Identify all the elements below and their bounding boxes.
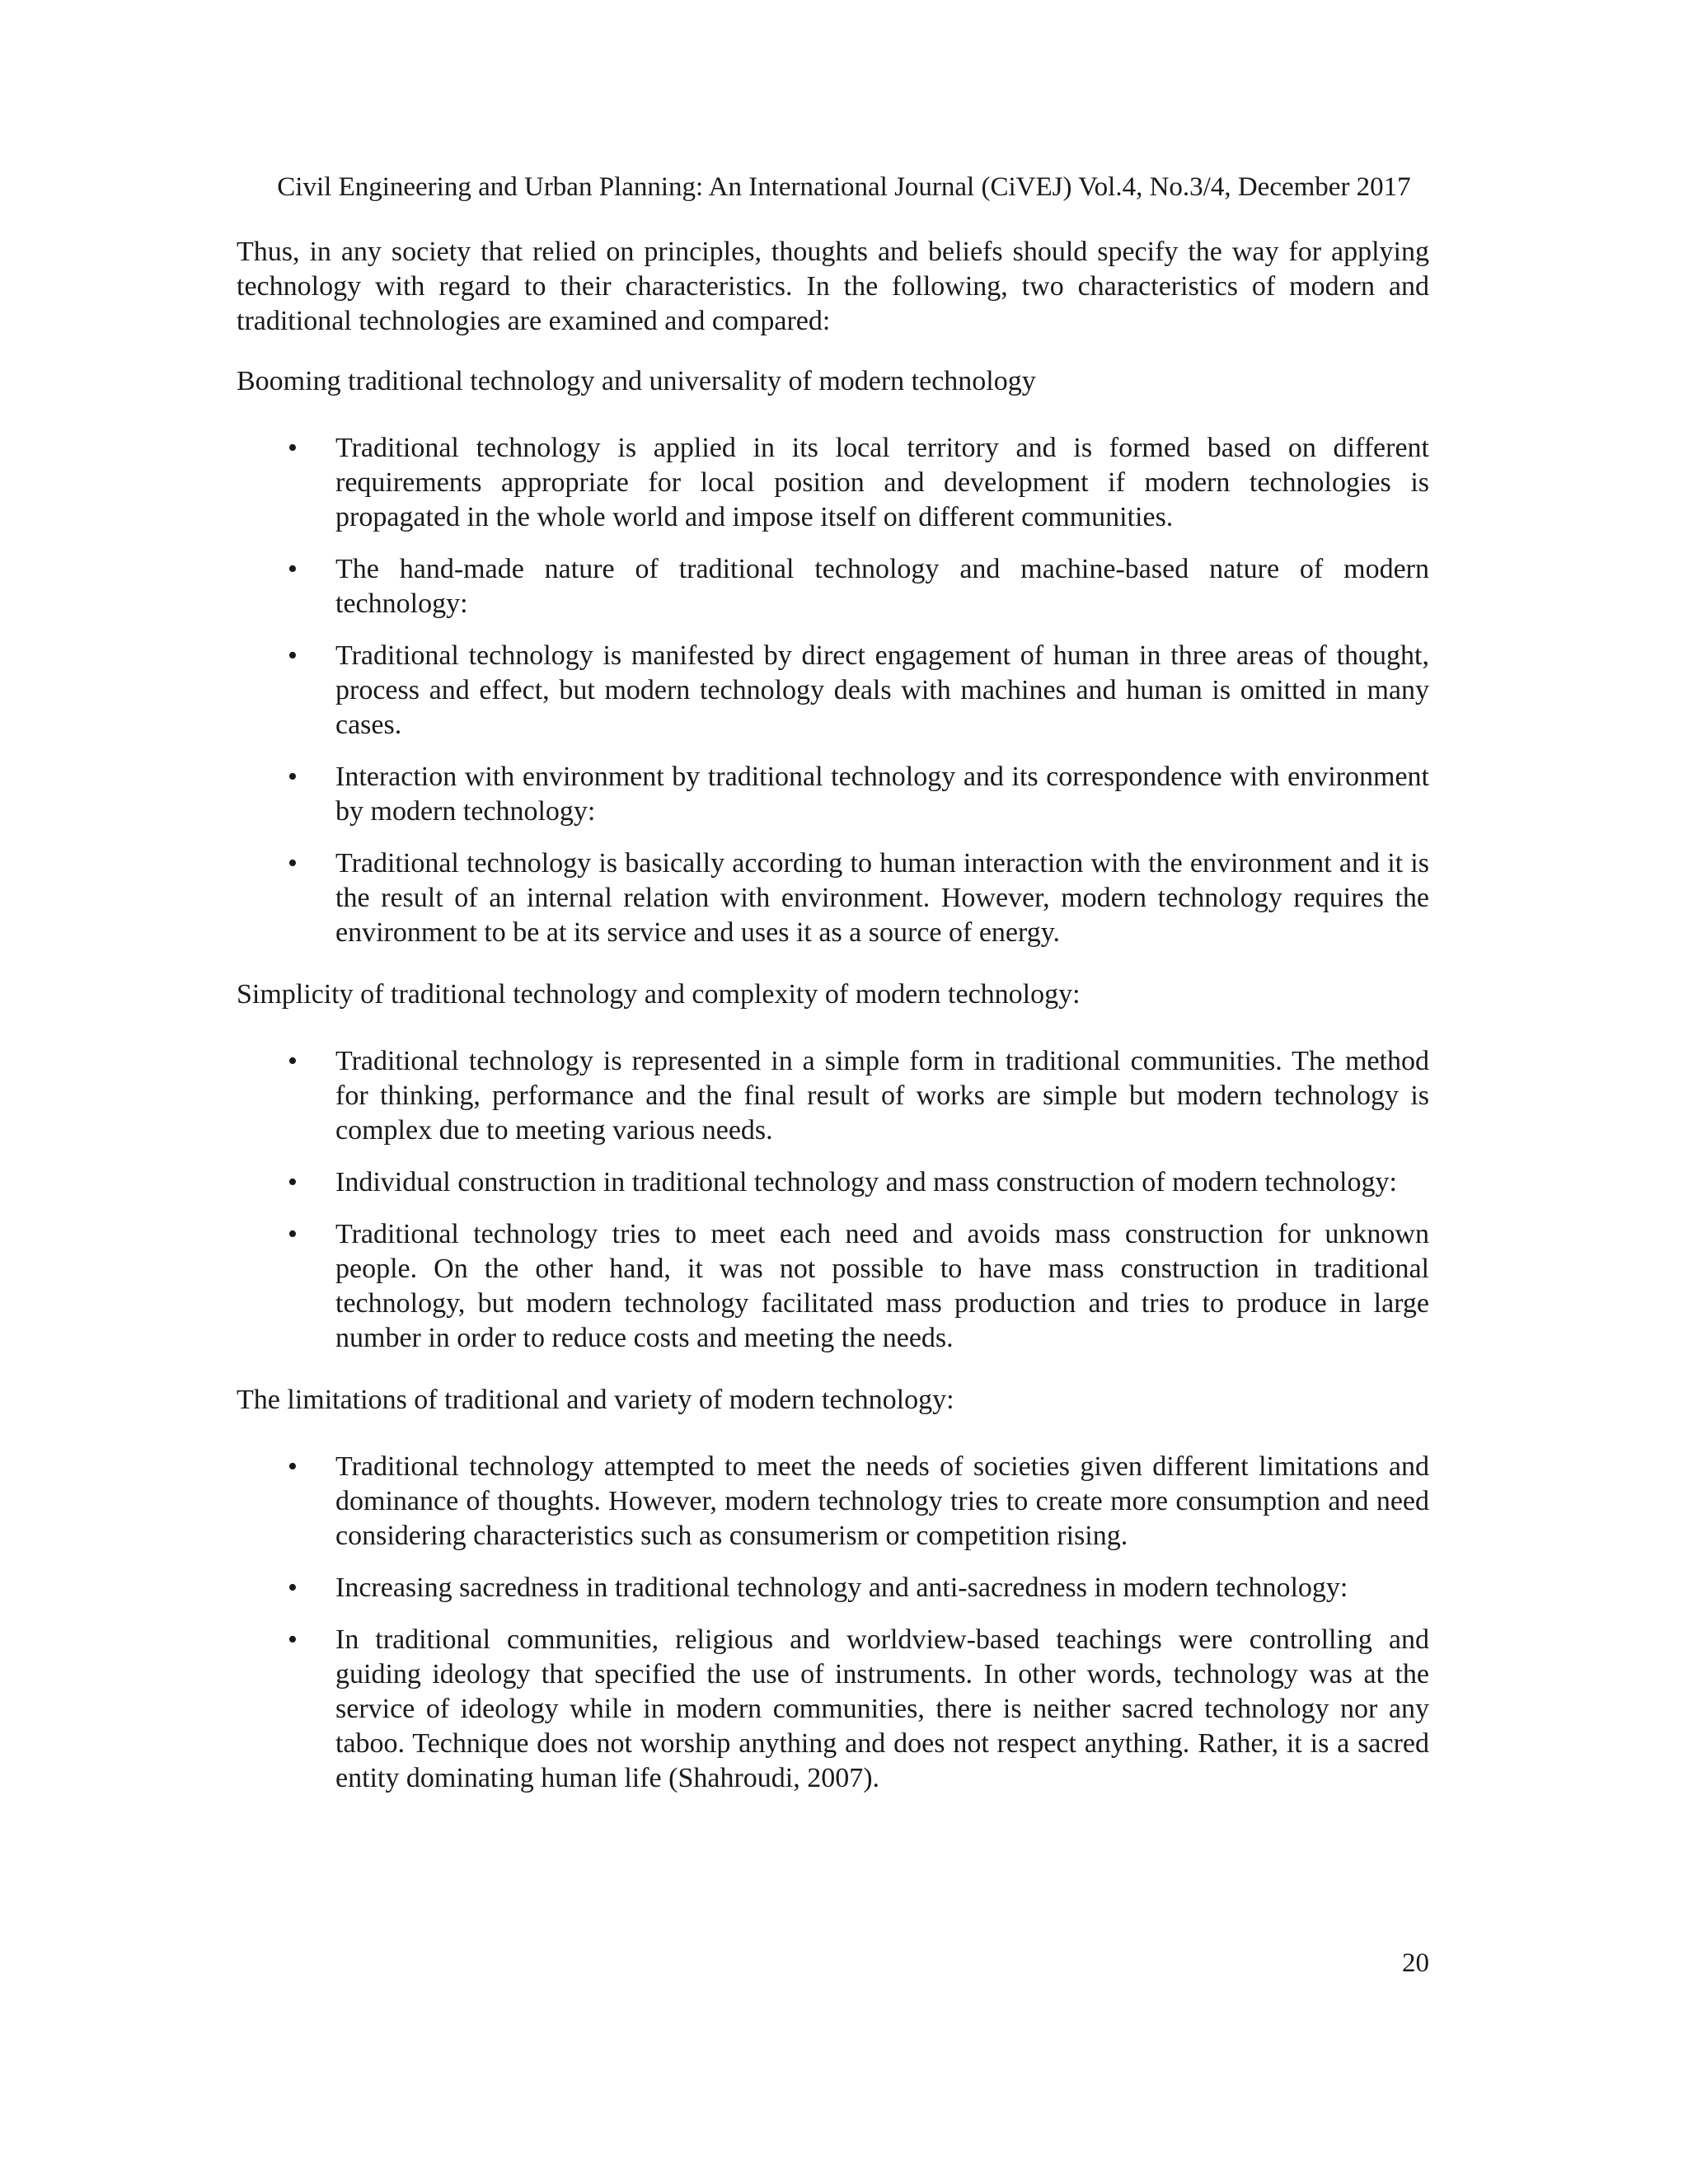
list-item [237, 552, 1429, 621]
bullet-list-booming [237, 431, 1429, 950]
list-item-text: Individual construction in traditional technology and mass construction of modern technology: [335, 1167, 1397, 1197]
section-heading-booming: Booming traditional technology and universality of modern technology [237, 366, 1036, 396]
bullet-icon: • [288, 1219, 298, 1249]
list-item-text: The hand-made nature of traditional technology and machine-based nature of modern technology: [335, 554, 1429, 619]
bullet-icon: • [288, 848, 298, 879]
bullet-icon: • [288, 1572, 298, 1603]
bullet-list-limitations [237, 1450, 1429, 1796]
list-item [237, 1217, 1429, 1356]
list-item [237, 760, 1429, 829]
list-item-text: Traditional technology tries to meet each need and avoids mass construction for unknown people. On the other hand, it was not possible to have mass construction in traditional technology, but modern technology facilitated mass production and tries to produce in large number in order to reduce costs and meeting the needs. [335, 1219, 1429, 1353]
bullet-icon: • [288, 1167, 298, 1197]
bullet-icon: • [288, 1046, 298, 1076]
bullet-list-simplicity [237, 1044, 1429, 1356]
list-item-text: Traditional technology is manifested by direct engagement of human in three areas of thought, process and effect, but modern technology deals with machines and human is omitted in many cases. [335, 640, 1429, 740]
bullet-icon: • [288, 762, 298, 792]
list-item [237, 1623, 1429, 1796]
bullet-icon: • [288, 433, 298, 463]
list-item-text: In traditional communities, religious and worldview-based teachings were controlling and guiding ideology that specified the use of instruments. In other words, technology was at the service of ideology while in modern communities, there is neither sacred technology nor any taboo. Technique does not worship anything and does not respect anything. Rather, it is a sacred entity dominating human life (Shahroudi, 2007). [335, 1624, 1429, 1793]
bullet-icon: • [288, 554, 298, 584]
section-heading-simplicity: Simplicity of traditional technology and complexity of modern technology: [237, 979, 1081, 1010]
list-item [237, 846, 1429, 950]
bullet-icon: • [288, 1624, 298, 1655]
bullet-icon: • [288, 640, 298, 671]
intro-paragraph: Thus, in any society that relied on principles, thoughts and beliefs should specify the way for applying technology with regard to their characteristics. In the following, two characteristics of modern and traditional technologies are examined and compared: [237, 237, 1429, 336]
article-body [237, 235, 1429, 1823]
list-item [237, 1450, 1429, 1554]
list-item-text: Traditional technology attempted to meet the needs of societies given different limitations and dominance of thoughts. However, modern technology tries to create more consumption and need considering characteristics such as consumerism or competition rising. [335, 1451, 1429, 1551]
list-item-text: Increasing sacredness in traditional technology and anti-sacredness in modern technology: [335, 1572, 1348, 1603]
section-heading-limitations: The limitations of traditional and variety of modern technology: [237, 1385, 954, 1415]
list-item [237, 1044, 1429, 1148]
page-number: 20 [1402, 1948, 1429, 1978]
list-item-text: Traditional technology is basically according to human interaction with the environment and it is the result of an internal relation with environment. However, modern technology requires the environment to be at its service and uses it as a source of energy. [335, 848, 1429, 948]
list-item [237, 639, 1429, 743]
list-item [237, 1165, 1429, 1200]
running-header: Civil Engineering and Urban Planning: An International Journal (CiVEJ) Vol.4, No.3/4, December 2017 [277, 172, 1411, 202]
list-item-text: Traditional technology is represented in a simple form in traditional communities. The method for thinking, performance and the final result of works are simple but modern technology is complex due to meeting various needs. [335, 1046, 1429, 1146]
list-item [237, 431, 1429, 535]
list-item [237, 1571, 1429, 1605]
list-item-text: Interaction with environment by traditional technology and its correspondence with environment by modern technology: [335, 762, 1429, 827]
bullet-icon: • [288, 1451, 298, 1482]
list-item-text: Traditional technology is applied in its local territory and is formed based on different requirements appropriate for local position and development if modern technologies is propagated in the whole world and impose itself on different communities. [335, 433, 1429, 532]
